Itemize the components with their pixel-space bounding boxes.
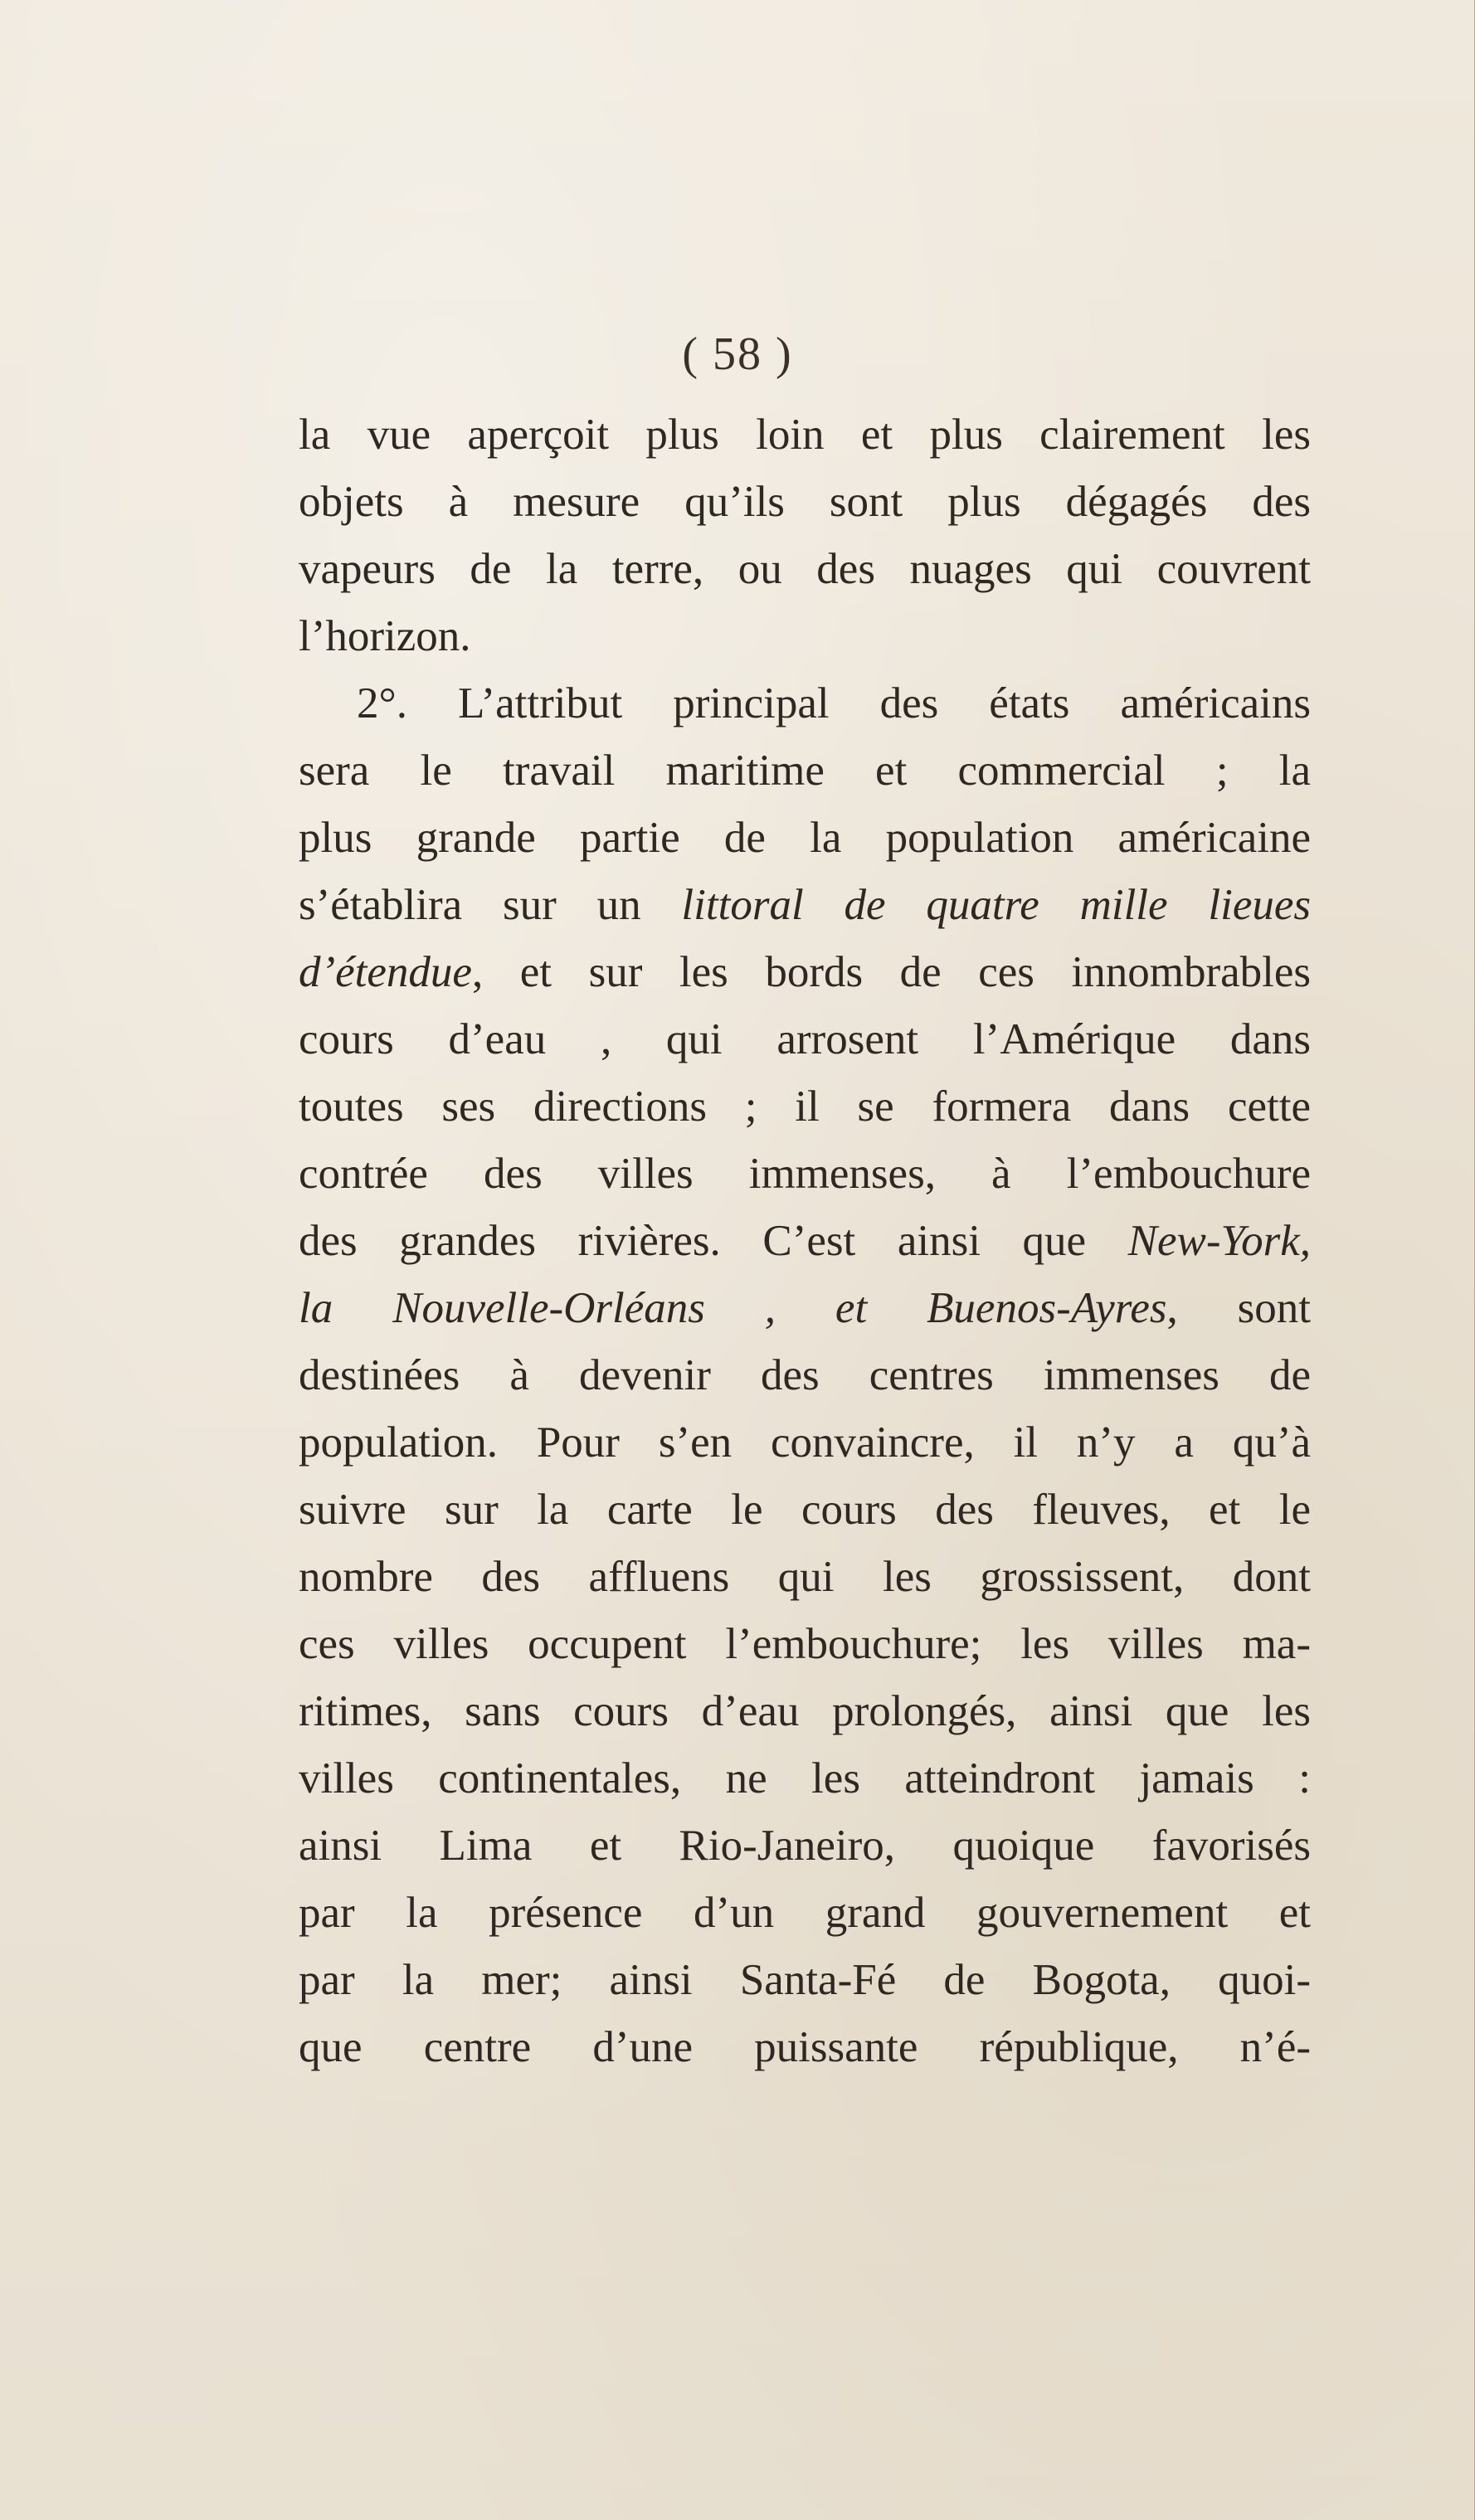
text-line: la vue aperçoit plus loin et plus clairement les: [299, 411, 1311, 459]
text-line: toutes ses directions ; il se formera dans cette: [299, 1082, 1311, 1131]
text-line: villes continentales, ne les atteindront jamais :: [299, 1754, 1311, 1802]
italic-phrase: la Nouvelle-Orléans , et Buenos-Ayres: [299, 1284, 1167, 1332]
text-line: la Nouvelle-Orléans , et Buenos-Ayres, sont: [299, 1284, 1311, 1332]
text-line: s’établira sur un littoral de quatre mille lieues: [299, 881, 1311, 929]
italic-phrase: New-York,: [1127, 1217, 1311, 1265]
text-line: d’étendue, et sur les bords de ces innombrables: [299, 948, 1311, 996]
italic-phrase: littoral de quatre mille lieues: [681, 881, 1311, 929]
paragraph-start-line: 2°. L’attribut principal des états américains: [357, 679, 1311, 727]
text-line: nombre des affluens qui les grossissent, dont: [299, 1553, 1311, 1601]
page-number: ( 58 ): [682, 328, 793, 380]
body-text: [299, 401, 1311, 2081]
text-line: ainsi Lima et Rio-Janeiro, quoique favorisés: [299, 1822, 1311, 1870]
text-line: des grandes rivières. C’est ainsi que New-York,: [299, 1217, 1311, 1265]
text-line: par la présence d’un grand gouvernement et: [299, 1889, 1311, 1937]
text-line: destinées à devenir des centres immenses de: [299, 1351, 1311, 1399]
text-line: l’horizon.: [299, 612, 471, 660]
text-line: sera le travail maritime et commercial ; la: [299, 747, 1311, 795]
text-line: cours d’eau , qui arrosent l’Amérique dans: [299, 1015, 1311, 1063]
text-line: plus grande partie de la population américaine: [299, 814, 1311, 862]
text-line: contrée des villes immenses, à l’embouchure: [299, 1150, 1311, 1198]
text-line: ritimes, sans cours d’eau prolongés, ainsi que les: [299, 1687, 1311, 1735]
text-line: population. Pour s’en convaincre, il n’y a qu’à: [299, 1418, 1311, 1467]
text-line: objets à mesure qu’ils sont plus dégagés des: [299, 478, 1311, 526]
text-line: par la mer; ainsi Santa-Fé de Bogota, quoi-: [299, 1956, 1311, 2004]
text-line: vapeurs de la terre, ou des nuages qui couvrent: [299, 545, 1311, 593]
italic-phrase: d’étendue: [299, 948, 472, 996]
text-line: suivre sur la carte le cours des fleuves, et le: [299, 1486, 1311, 1534]
text-line: que centre d’une puissante république, n’é-: [299, 2023, 1311, 2071]
text-line: ces villes occupent l’embouchure; les villes ma-: [299, 1620, 1311, 1668]
